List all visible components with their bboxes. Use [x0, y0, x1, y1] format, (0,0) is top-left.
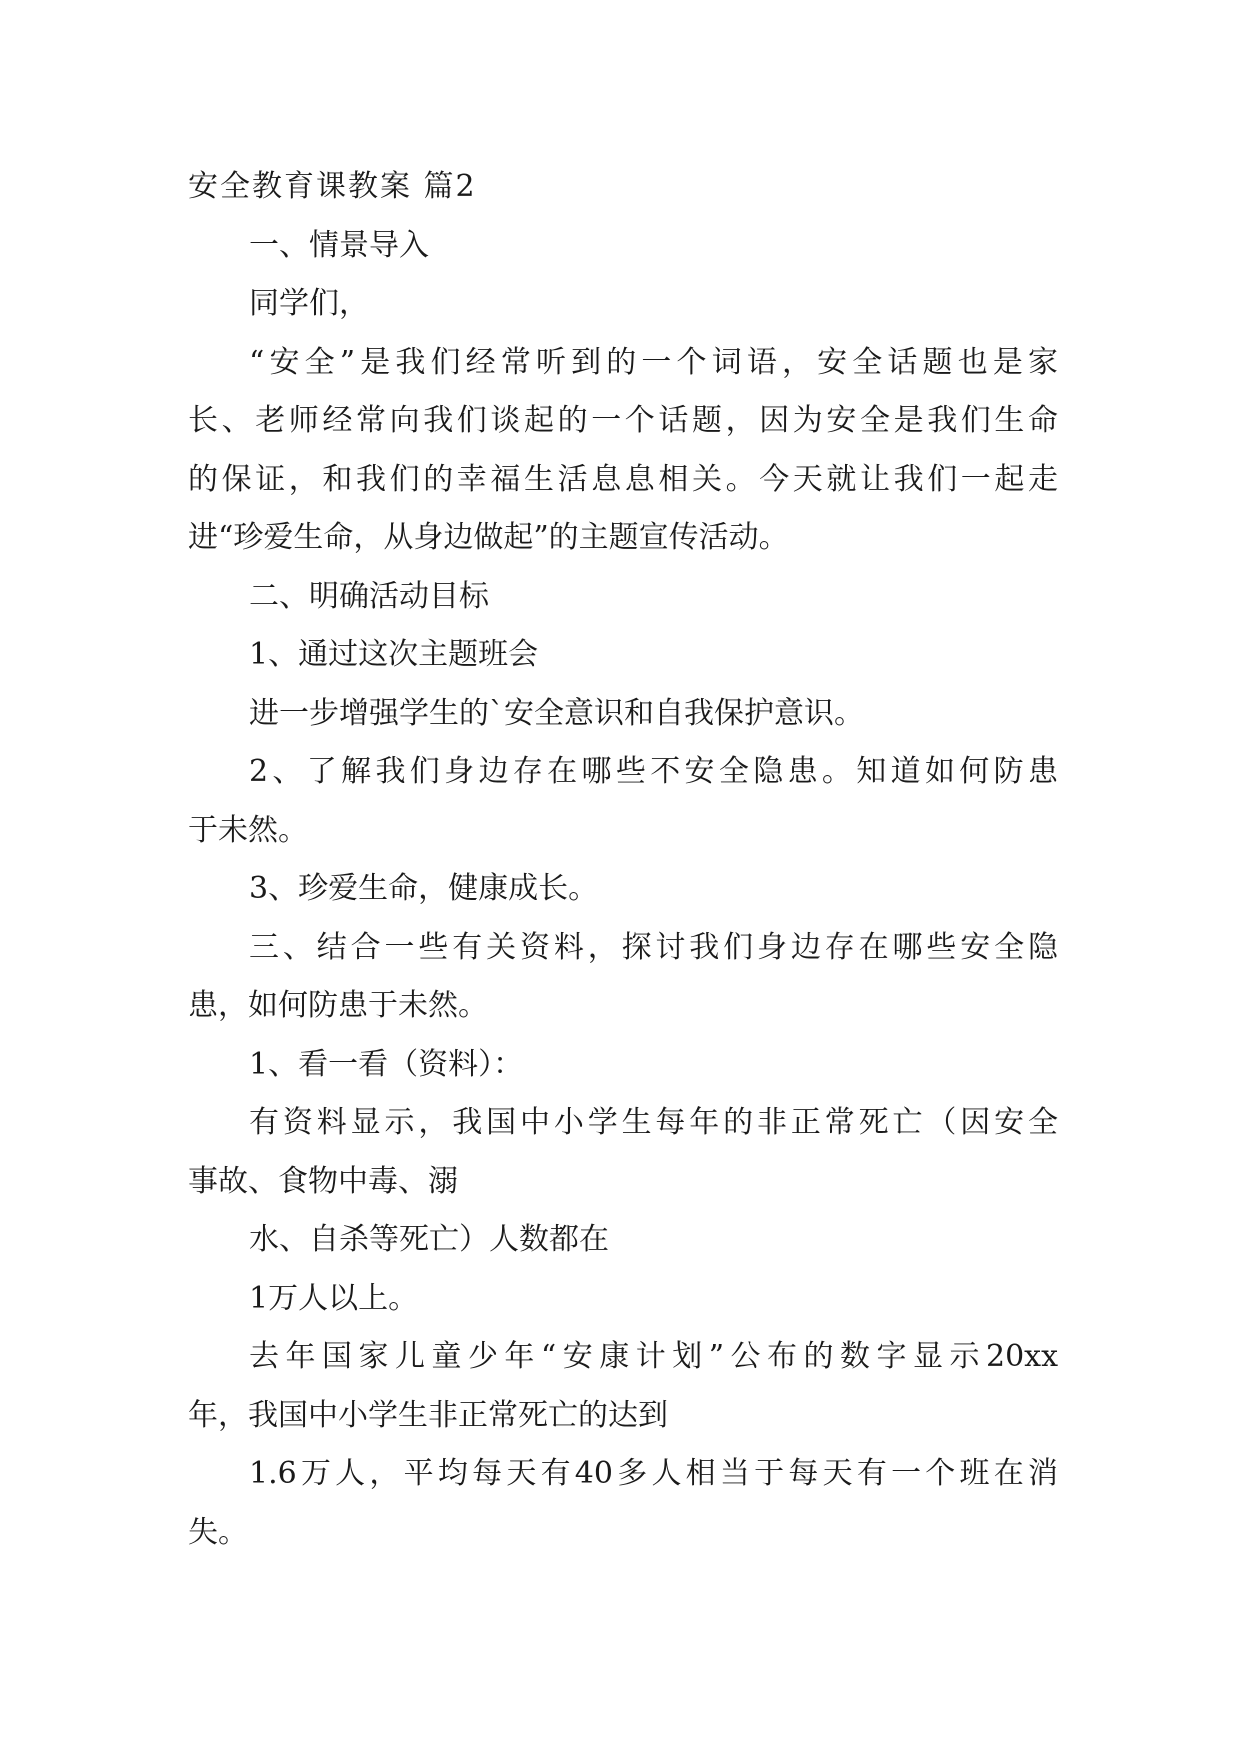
paragraph-line: 水、自杀等死亡）人数都在: [249, 1222, 609, 1257]
paragraph-line: 的保证，和我们的幸福生活息息相关。今天就让我们一起走: [188, 461, 1058, 497]
paragraph-line: 1.6万人，平均每天有40多人相当于每天有一个班在消: [249, 1456, 1058, 1491]
paragraph-line: 长、老师经常向我们谈起的一个话题，因为安全是我们生命: [188, 403, 1058, 438]
paragraph-line: 年，我国中小学生非正常死亡的达到: [188, 1397, 668, 1433]
paragraph-line: 失。: [188, 1514, 248, 1550]
paragraph-line: 于未然。: [188, 812, 308, 848]
paragraph-line: 进“珍爱生命，从身边做起”的主题宣传活动。: [188, 520, 789, 555]
paragraph-line: 3、珍爱生命，健康成长。: [249, 871, 599, 906]
document-page: [188, 158, 1058, 1562]
paragraph-line: 患，如何防患于未然。: [188, 988, 488, 1023]
heading-activity-goals: 二、明确活动目标: [249, 578, 489, 614]
heading-discussion: 三、结合一些有关资料，探讨我们身边存在哪些安全隐: [249, 929, 1058, 965]
paragraph-line: 事故、食物中毒、溺: [188, 1163, 458, 1199]
paragraph-line: 1、通过这次主题班会: [249, 637, 539, 672]
paragraph-line: 1万人以上。: [249, 1280, 419, 1316]
heading-scenario-intro: 一、情景导入: [249, 227, 429, 263]
paragraph-line: 进一步增强学生的`安全意识和自我保护意识。: [249, 695, 864, 731]
document-title: 安全教育课教案 篇2: [188, 169, 477, 204]
paragraph-line: 1、看一看（资料）：: [249, 1046, 524, 1082]
paragraph-line: 同学们，: [249, 286, 369, 321]
paragraph-line: 去年国家儿童少年“安康计划”公布的数字显示20xx: [249, 1339, 1058, 1374]
paragraph-line: “安全”是我们经常听到的一个词语，安全话题也是家: [249, 344, 1058, 380]
paragraph-line: 有资料显示，我国中小学生每年的非正常死亡（因安全: [249, 1105, 1058, 1140]
paragraph-line: 2、了解我们身边存在哪些不安全隐患。知道如何防患: [249, 754, 1058, 789]
